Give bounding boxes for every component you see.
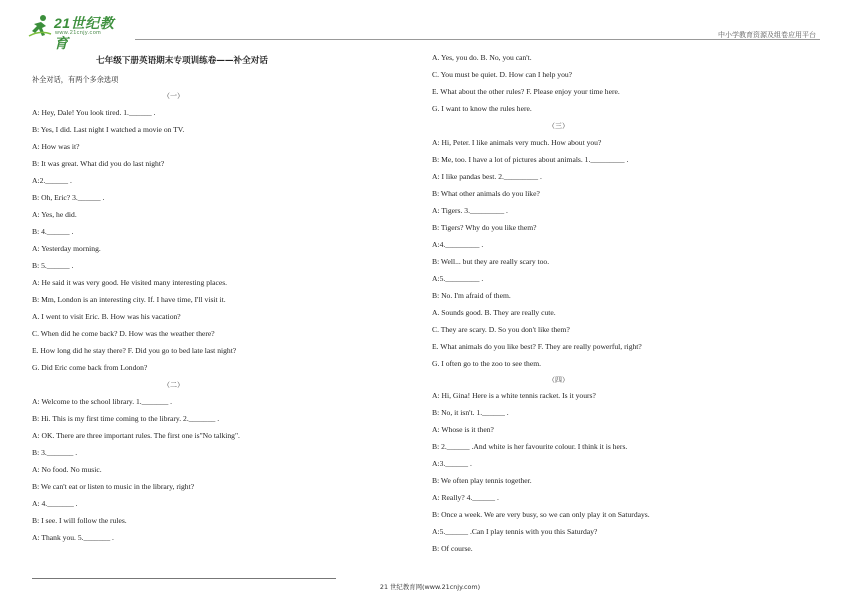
dialogue-line: A: He said it was very good. He visited many interesting places.: [32, 278, 228, 287]
dialogue-line: E. What animals do you like best? F. They are really powerful, right?: [432, 342, 642, 351]
footer-text: 21 世纪教育网(www.21cnjy.com): [379, 583, 481, 591]
dialogue-line: B: Yes, I did. Last night I watched a movie on TV.: [32, 125, 185, 134]
dialogue-line: A:3.______ .: [432, 459, 472, 468]
dialogue-line: B: I see. I will follow the rules.: [32, 516, 127, 525]
page-title: 七年级下册英语期末专项训练卷——补全对话: [96, 56, 268, 66]
logo-url: www.21cnjy.com: [55, 30, 102, 36]
dialogue-line: G. I want to know the rules here.: [432, 104, 532, 113]
dialogue-line: A:4._________ .: [432, 240, 484, 249]
dialogue-line: A. Sounds good. B. They are really cute.: [432, 308, 556, 317]
dialogue-line: B: 2.______ .And white is her favourite colour. I think it is hers.: [432, 442, 628, 451]
dialogue-line: A. Yes, you do. B. No, you can't.: [432, 53, 532, 62]
header-divider: [135, 39, 820, 40]
footer-divider: [32, 578, 336, 579]
dialogue-line: B: 3._______ .: [32, 448, 78, 457]
dialogue-line: B: Oh, Eric? 3.______ .: [32, 193, 105, 202]
dialogue-line: B: Hi. This is my first time coming to the library. 2._______ .: [32, 414, 220, 423]
dialogue-line: A: Welcome to the school library. 1._______ .: [32, 397, 173, 406]
dialogue-line: B: What other animals do you like?: [432, 189, 540, 198]
dialogue-line: A: No food. No music.: [32, 465, 102, 474]
section-heading: （四）: [548, 376, 569, 384]
dialogue-line: A: 4._______ .: [32, 499, 78, 508]
dialogue-line: C. They are scary. D. So you don't like them?: [432, 325, 570, 334]
dialogue-line: B: Me, too. I have a lot of pictures about animals. 1._________ .: [432, 155, 629, 164]
section-heading: （二）: [163, 381, 184, 389]
dialogue-line: A: Hi, Peter. I like animals very much. How about you?: [432, 138, 602, 147]
dialogue-line: C. You must be quiet. D. How can I help you?: [432, 70, 573, 79]
dialogue-line: A: Thank you. 5._______ .: [32, 533, 114, 542]
dialogue-line: E. How long did he stay there? F. Did you go to bed late last night?: [32, 346, 237, 355]
section-heading: （一）: [163, 92, 184, 100]
dialogue-line: C. When did he come back? D. How was the weather there?: [32, 329, 215, 338]
platform-name: 中小学教育资源及组卷应用平台: [718, 31, 816, 39]
dialogue-line: B: It was great. What did you do last night?: [32, 159, 165, 168]
dialogue-line: A: Tigers. 3._________ .: [432, 206, 508, 215]
dialogue-line: A: I like pandas best. 2._________ .: [432, 172, 542, 181]
dialogue-line: A: Hi, Gina! Here is a white tennis racket. Is it yours?: [432, 391, 596, 400]
dialogue-line: A: Whose is it then?: [432, 425, 494, 434]
dialogue-line: A: How was it?: [32, 142, 80, 151]
dialogue-line: A: Really? 4.______ .: [432, 493, 499, 502]
dialogue-line: B: We often play tennis together.: [432, 476, 532, 485]
dialogue-line: A:5._________ .: [432, 274, 484, 283]
instructions: 补全对话，有两个多余选项: [32, 75, 119, 84]
dialogue-line: A:5.______ .Can I play tennis with you this Saturday?: [432, 527, 598, 536]
dialogue-line: B: Once a week. We are very busy, so we can only play it on Saturdays.: [432, 510, 650, 519]
dialogue-line: A:2.______ .: [32, 176, 72, 185]
dialogue-line: G. Did Eric come back from London?: [32, 363, 148, 372]
dialogue-line: B: 5.______ .: [32, 261, 74, 270]
dialogue-line: A: Yesterday morning.: [32, 244, 101, 253]
dialogue-line: B: Well... but they are really scary too.: [432, 257, 550, 266]
dialogue-line: A: Yes, he did.: [32, 210, 77, 219]
dialogue-line: A: Hey, Dale! You look tired. 1.______ .: [32, 108, 156, 117]
dialogue-line: B: We can't eat or listen to music in the library, right?: [32, 482, 195, 491]
dialogue-line: E. What about the other rules? F. Please enjoy your time here.: [432, 87, 620, 96]
dialogue-line: B: Of course.: [432, 544, 473, 553]
dialogue-line: B: Tigers? Why do you like them?: [432, 223, 537, 232]
dialogue-line: A: OK. There are three important rules. The first one is"No talking".: [32, 431, 240, 440]
dialogue-line: B: 4.______ .: [32, 227, 74, 236]
section-heading: （三）: [548, 122, 569, 130]
logo-text: 21世纪教育: [54, 15, 115, 51]
dialogue-line: B: Mm, London is an interesting city. If. I have time, I'll visit it.: [32, 295, 226, 304]
page-header: [0, 0, 860, 51]
dialogue-line: G. I often go to the zoo to see them.: [432, 359, 542, 368]
dialogue-line: B: No. I'm afraid of them.: [432, 291, 511, 300]
site-logo: [28, 14, 128, 51]
runner-logo-icon: [28, 14, 52, 38]
dialogue-line: B: No, it isn't. 1.______ .: [432, 408, 509, 417]
dialogue-line: A. I went to visit Eric. B. How was his vacation?: [32, 312, 181, 321]
